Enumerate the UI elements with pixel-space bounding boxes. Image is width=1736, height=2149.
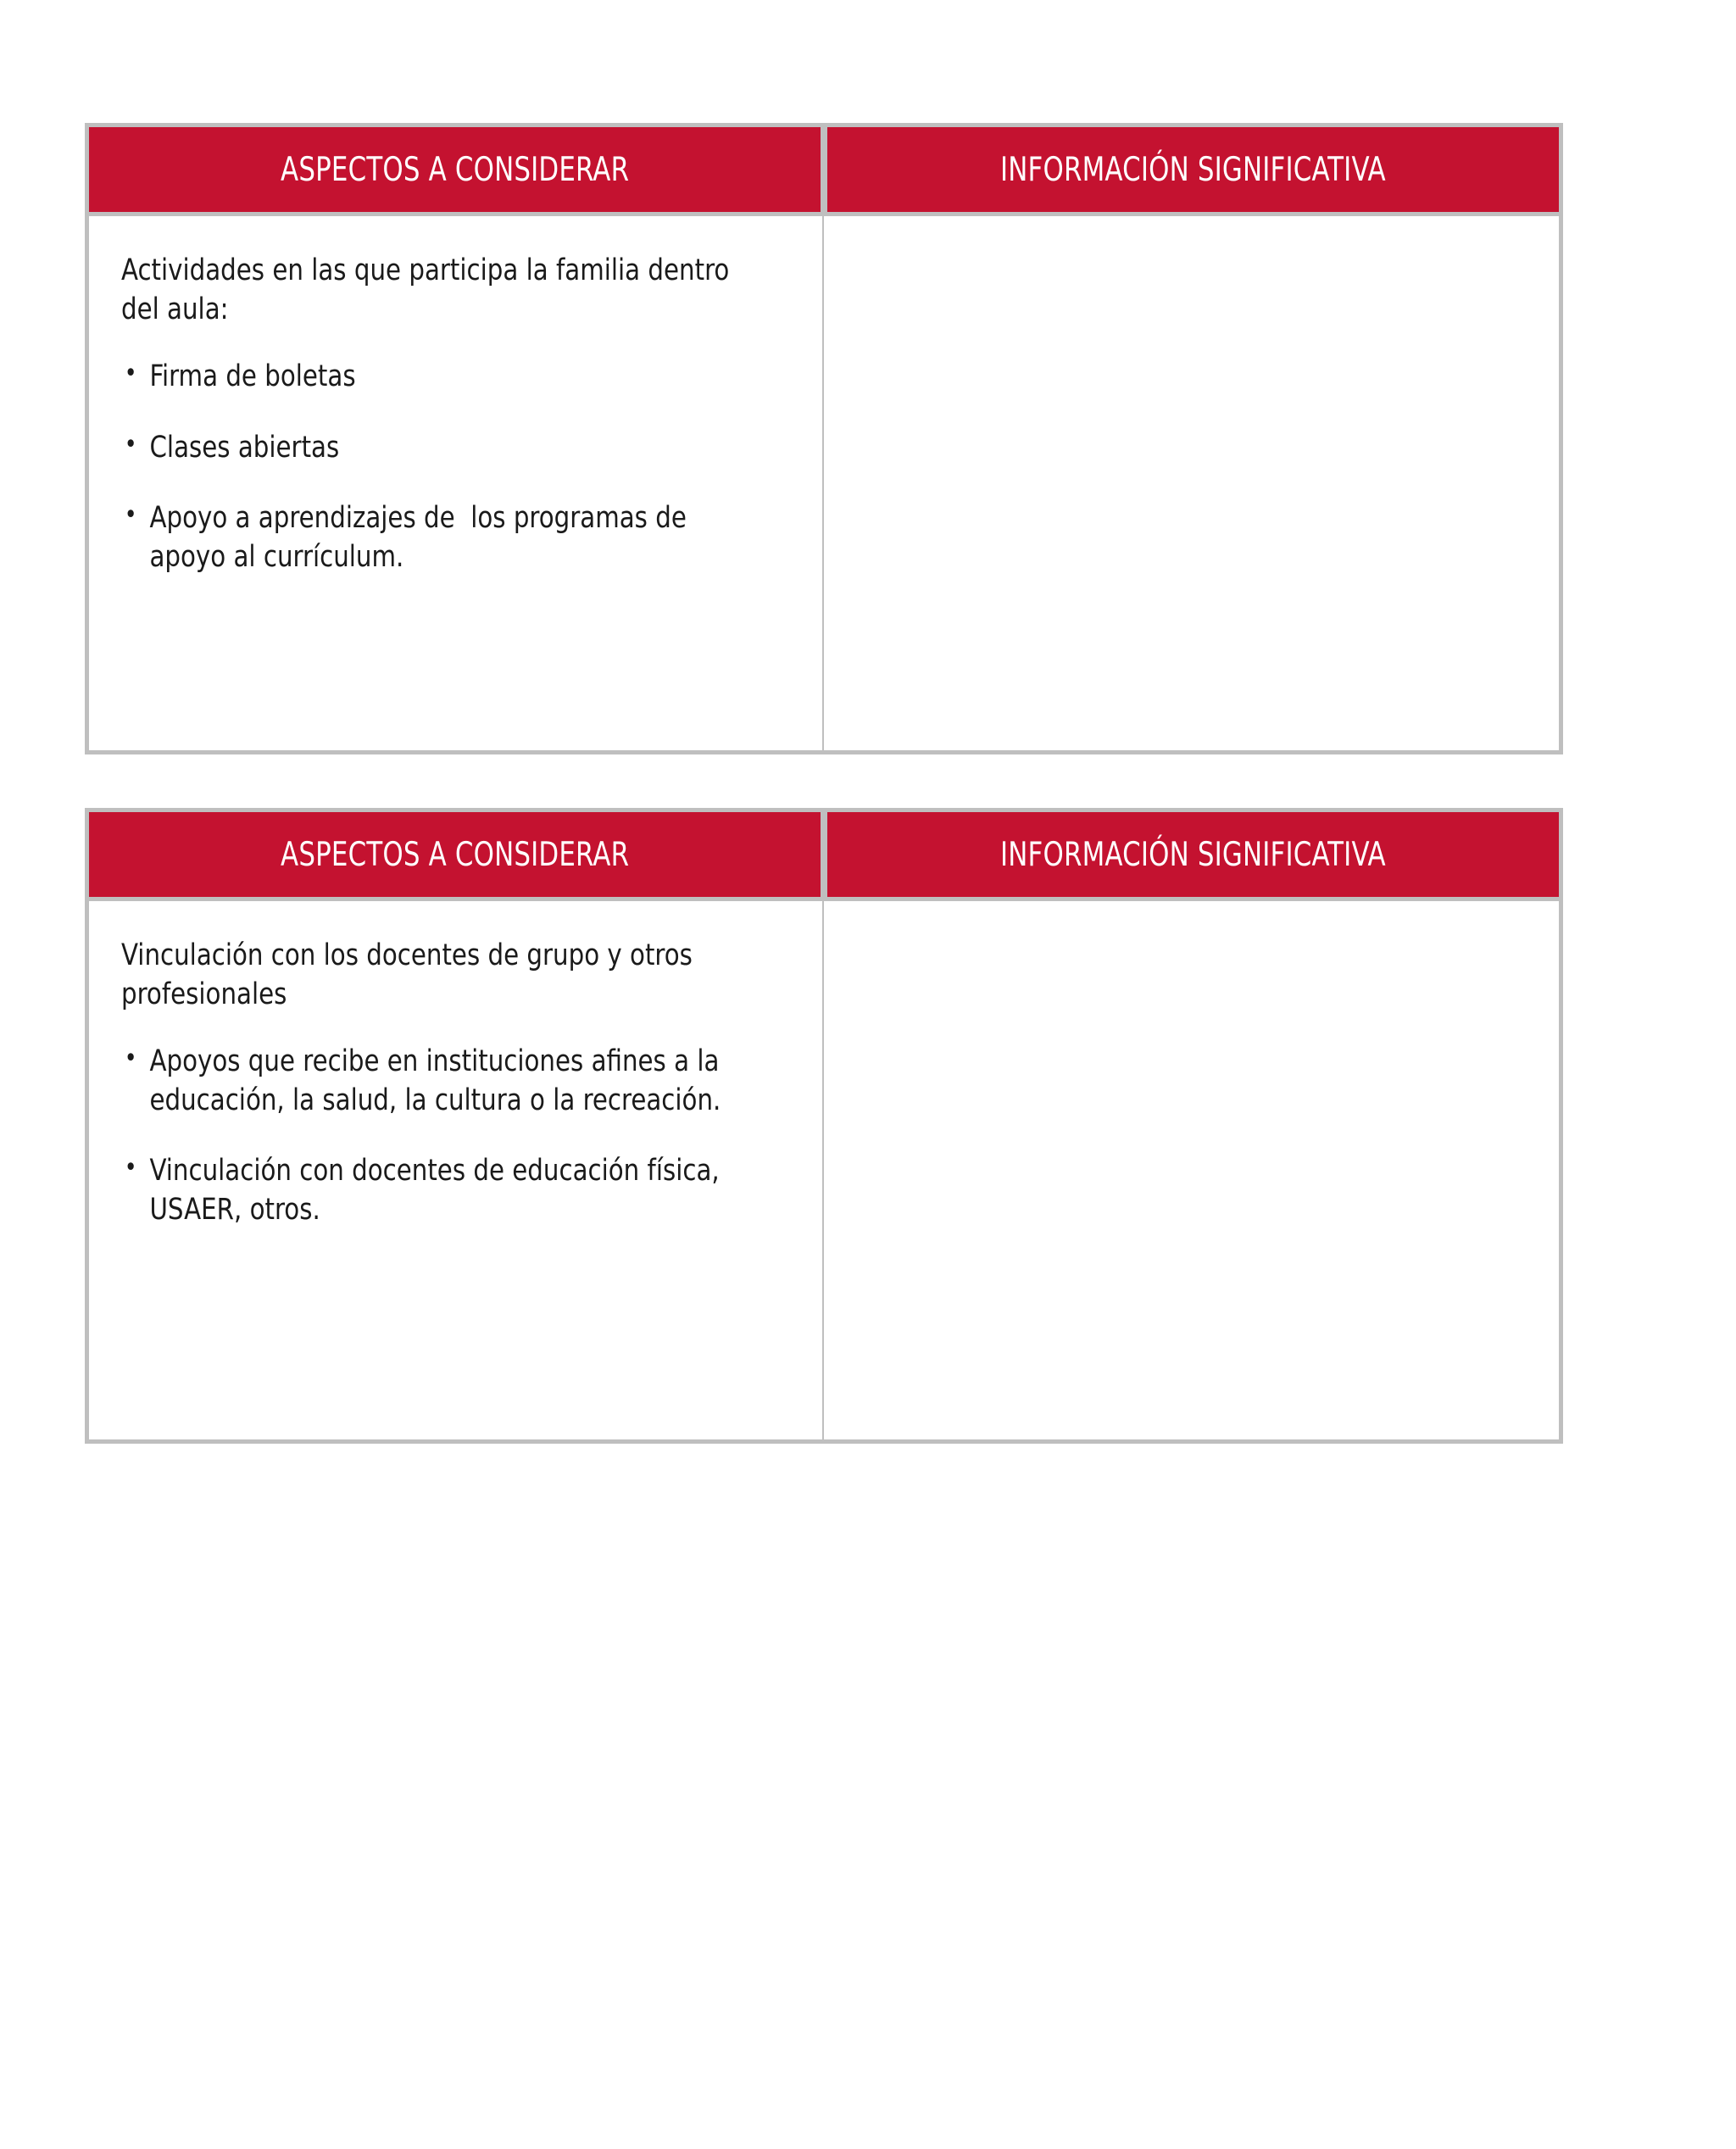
table-2-header-cell-information	[824, 808, 1563, 901]
table-2-bullet-item-1: • Apoyos que recibe en instituciones afines a la educación, la salud, la cultura o la recreación.	[121, 1043, 746, 1120]
table-1-intro-text: Actividades en las que participa la familia dentro del aula:	[121, 253, 737, 326]
aspects-table-1	[85, 123, 1563, 754]
table-1-aspects-cell	[89, 216, 824, 750]
table-2-aspects-cell	[89, 901, 824, 1439]
aspects-table-2	[85, 808, 1563, 1444]
table-2-header-label-information: INFORMACIÓN SIGNIFICATIVA	[1000, 835, 1386, 874]
table-1-header-label-information: INFORMACIÓN SIGNIFICATIVA	[1000, 150, 1386, 189]
table-1-header-cell-aspects	[85, 123, 824, 216]
table-2-header-cell-aspects	[85, 808, 824, 901]
table-1-header-row	[85, 123, 1563, 216]
table-1-bullet-item-1: • Firma de boletas	[121, 358, 746, 397]
table-1-header-cell-information	[824, 123, 1563, 216]
table-1-information-cell[interactable]	[824, 216, 1559, 750]
table-1-header-label-aspects: ASPECTOS A CONSIDERAR	[280, 150, 630, 189]
table-2-header-row	[85, 808, 1563, 901]
table-2-body-row	[85, 901, 1563, 1444]
table-2-bullet-item-2: • Vinculación con docentes de educación física, USAER, otros.	[121, 1152, 746, 1229]
table-1-bullet-item-3: • Apoyo a aprendizajes de los programas de apoyo al currículum.	[121, 499, 746, 576]
table-1-body-row	[85, 216, 1563, 754]
table-2-header-label-aspects: ASPECTOS A CONSIDERAR	[280, 835, 630, 874]
table-2-intro-text: Vinculación con los docentes de grupo y otros profesionales	[121, 938, 701, 1011]
table-2-bullet-list	[121, 1043, 793, 1229]
table-1-bullet-item-2: • Clases abiertas	[121, 429, 746, 468]
table-1-bullet-list	[121, 358, 793, 576]
table-2-information-cell[interactable]	[824, 901, 1559, 1439]
